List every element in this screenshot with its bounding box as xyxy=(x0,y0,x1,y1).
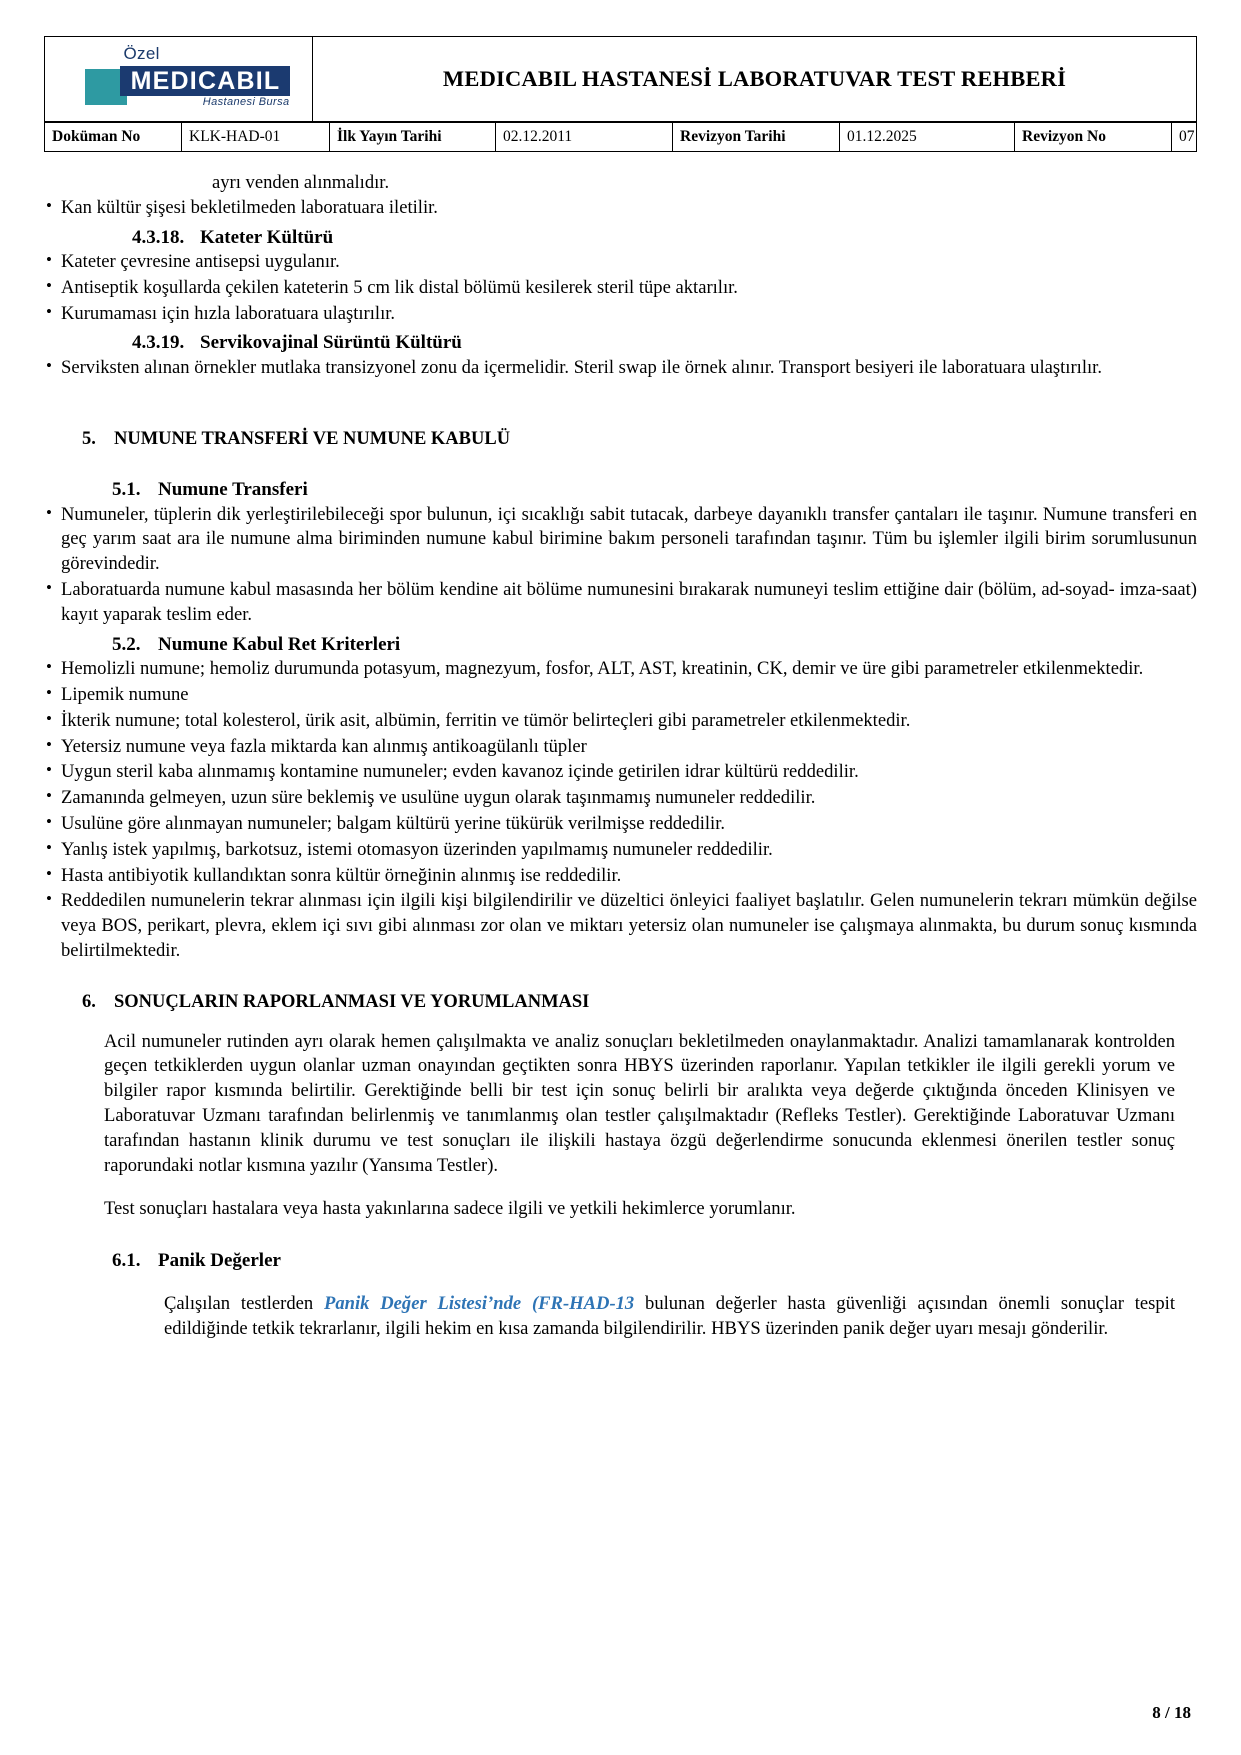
list-item: • Kurumaması için hızla laboratuara ulaştırılır. xyxy=(44,302,1197,327)
logo-cell xyxy=(45,37,313,122)
list-4-3-19 xyxy=(44,356,1197,381)
panik-text-after: bulunan değerler hasta güvenliği açısından önemli sonuçlar tespit edildiğinde tetkik tekrarlanır, ilgili hekim en kısa zamanda bilgilendirilir. HBYS üzerinden panik değer uyarı mesajı gönderilir. xyxy=(164,1292,1175,1339)
heading-text: Panik Değerler xyxy=(158,1249,281,1271)
heading-text: Numune Transferi xyxy=(158,479,308,501)
list-item: • Uygun steril kaba alınmamış kontamine numuneler; evden kavanoz içinde getirilen idrar kültürü reddedilir. xyxy=(44,760,1197,785)
heading-number: 5. xyxy=(82,428,96,449)
header-top-row xyxy=(45,37,1197,122)
heading-6 xyxy=(44,990,1197,1015)
heading-5 xyxy=(44,427,1197,452)
heading-text: Servikovajinal Sürüntü Kültürü xyxy=(200,332,462,354)
list-item: • Lipemik numune xyxy=(44,683,1197,708)
panik-deger-listesi-link[interactable]: Panik Değer Listesi’nde (FR-HAD-13 xyxy=(323,1292,635,1314)
list-item: • Hemolizli numune; hemoliz durumunda potasyum, magnezyum, fosfor, ALT, AST, kreatinin, CK, demir ve üre gibi parametreler etkilenmektedir. xyxy=(44,657,1197,682)
list-item: • Zamanında gelmeyen, uzun süre beklemiş ve usulüne uygun olarak taşınmamış numuneler reddedilir. xyxy=(44,786,1197,811)
heading-text: NUMUNE TRANSFERİ VE NUMUNE KABULÜ xyxy=(114,428,511,449)
list-item: • Kan kültür şişesi bekletilmeden laboratuara iletilir. xyxy=(44,196,1197,221)
heading-5-1 xyxy=(44,477,1197,502)
list-item: • İkterik numune; total kolesterol, ürik asit, albümin, ferritin ve tümör belirteçleri gibi parametreler etkilenmektedir. xyxy=(44,709,1197,734)
list-item: • Reddedilen numunelerin tekrar alınması için ilgili kişi bilgilendirilir ve düzeltici önleyici faaliyet başlatılır. Gelen numunelerin tekrarı mümkün değilse veya BOS, perikart, plevra, eklem içi sıvı gibi alınması zor olan ve miktarı yetersiz olan numuneler ise çalışmaya alınmakta, bu durum sonuç kısmında belirtilmektedir. xyxy=(44,889,1197,963)
heading-number: 4.3.19. xyxy=(132,332,185,354)
heading-4-3-18 xyxy=(44,225,1197,250)
document-header-table xyxy=(44,36,1197,122)
heading-6-1 xyxy=(44,1248,1197,1273)
page-number: 8 / 18 xyxy=(1152,1703,1191,1722)
list-item: • Usulüne göre alınmayan numuneler; balgam kültürü yerine tükürük verilmişse reddedilir. xyxy=(44,812,1197,837)
heading-4-3-19 xyxy=(44,330,1197,355)
revizyon-tarihi-label: Revizyon Tarihi xyxy=(673,123,840,152)
ilk-yayin-tarihi-value: 02.12.2011 xyxy=(496,123,673,152)
revizyon-no-label: Revizyon No xyxy=(1015,123,1172,152)
medicabil-logo xyxy=(68,45,290,115)
paragraph-6-1-panik xyxy=(164,1292,1175,1342)
heading-number: 6. xyxy=(82,991,96,1012)
heading-number: 5.2. xyxy=(112,633,141,655)
list-item: • Laboratuarda numune kabul masasında her bölüm kendine ait bölüme numunesini bırakarak numuneyi teslim ettiğine dair (bölüm, ad-soyad- imza-saat) kayıt yaparak teslim eder. xyxy=(44,578,1197,628)
paragraph-6-2: Test sonuçları hastalara veya hasta yakınlarına sadece ilgili ve yetkili hekimlerce yorumlanır. xyxy=(104,1197,796,1219)
continued-text-line: ayrı venden alınmalıdır. xyxy=(212,172,390,193)
list-item: • Numuneler, tüplerin dik yerleştirilebileceği spor bulunun, içi sıcaklığı sabit tutacak, darbeye dayanıklı transfer çantaları ile taşınır. Numune transferi en geç yarım saat ara ile numune alma biriminden numune kabul birimine bakım personeli tarafından taşınır. Tüm bu işlemler ilgili birim sorumlusunun görevindedir. xyxy=(44,503,1197,577)
document-meta-table xyxy=(44,122,1197,152)
heading-number: 4.3.18. xyxy=(132,226,185,248)
list-item: • Yetersiz numune veya fazla miktarda kan alınmış antikoagülanlı tüpler xyxy=(44,735,1197,760)
document-title: MEDICABIL HASTANESİ LABORATUVAR TEST REHBERİ xyxy=(313,37,1197,122)
logo-brand-text: MEDICABIL xyxy=(130,67,281,95)
meta-row xyxy=(45,123,1197,152)
dokuman-no-label: Doküman No xyxy=(45,123,182,152)
heading-text: Numune Kabul Ret Kriterleri xyxy=(158,633,401,655)
revizyon-tarihi-value: 01.12.2025 xyxy=(840,123,1015,152)
dokuman-no-value: KLK-HAD-01 xyxy=(182,123,330,152)
list-item: • Hasta antibiyotik kullandıktan sonra kültür örneğinin alınmış ise reddedilir. xyxy=(44,864,1197,889)
logo-ozel-text: Özel xyxy=(123,44,160,63)
heading-number: 5.1. xyxy=(112,479,141,501)
heading-text: SONUÇLARIN RAPORLANMASI VE YORUMLANMASI xyxy=(114,991,590,1012)
list-item: • Serviksten alınan örnekler mutlaka transizyonel zonu da içermelidir. Steril swap ile örnek alınır. Transport besiyeri ile laboratuara ulaştırılır. xyxy=(44,356,1197,381)
heading-5-2 xyxy=(44,632,1197,657)
panik-text-before: Çalışılan testlerden xyxy=(164,1292,324,1314)
list-item: • Yanlış istek yapılmış, barkotsuz, istemi otomasyon üzerinden yapılmamış numuneler reddedilir. xyxy=(44,838,1197,863)
heading-text: Kateter Kültürü xyxy=(200,226,334,248)
logo-subtitle-text: Hastanesi Bursa xyxy=(202,96,290,108)
revizyon-no-value: 07 xyxy=(1172,123,1197,152)
list-5-2 xyxy=(44,657,1197,964)
heading-number: 6.1. xyxy=(112,1249,141,1271)
list-5-1 xyxy=(44,503,1197,628)
document-body xyxy=(44,171,1197,1341)
list-item: • Antiseptik koşullarda çekilen kateterin 5 cm lik distal bölümü kesilerek steril tüpe aktarılır. xyxy=(44,276,1197,301)
continued-bullet-list xyxy=(44,196,1197,221)
list-item: • Kateter çevresine antisepsi uygulanır. xyxy=(44,250,1197,275)
ilk-yayin-tarihi-label: İlk Yayın Tarihi xyxy=(330,123,496,152)
list-4-3-18 xyxy=(44,250,1197,326)
paragraph-6-1-intro: Acil numuneler rutinden ayrı olarak hemen çalışılmakta ve analiz sonuçları bekletilmeden onaylanmaktadır. Analizi tamamlanarak kontrolden geçen tetkiklerden uygun olanlar uzman onayından geçtikten sonra HBYS üzerinden raporlanır. Yapılan tetkikler ile ilgili gerekli yorum ve bilgiler rapor kısmında belirtilir. Gerektiğinde belli bir test için sonuç belirli bir aralıkta veya değerde çıktığında önceden Klinisyen ve Laboratuvar Uzmanı tarafından belirlenmiş ve tanımlanmış olan testler çalışılmaktadır (Refleks Testler). Gerektiğinde Laboratuvar Uzmanı tarafından hastanın klinik durumu ve test sonuçları ile ilişkili hastaya özgü değerlendirme sonucunda eklenmesi önerilen testler sonuç raporundaki notlar kısmına yazılır (Yansıma Testler). xyxy=(104,1030,1175,1176)
